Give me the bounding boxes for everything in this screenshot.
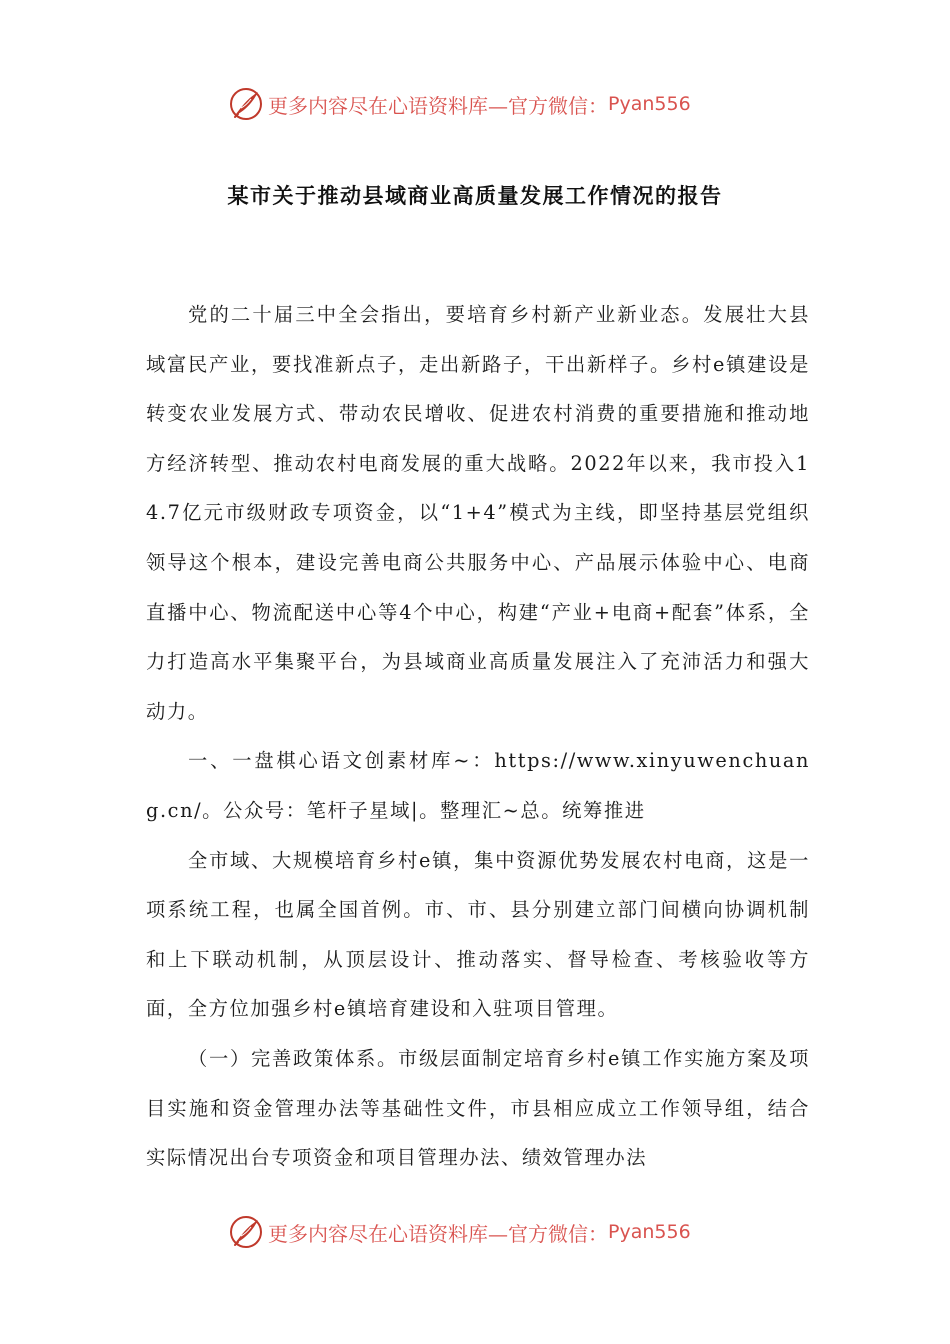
watermark-text: 更多内容尽在心语资料库—官方微信：	[268, 93, 608, 118]
watermark-wechat-id: Pyan556	[608, 1221, 691, 1243]
document-body	[146, 290, 810, 1183]
paragraph-section-heading: 一、一盘棋心语文创素材库~：https://www.xinyuwenchuang.cn/。公众号：笔杆子星域|。整理汇~总。统筹推进	[146, 749, 810, 822]
footer-watermark	[228, 1212, 691, 1252]
header-watermark	[228, 84, 691, 124]
paragraph-body: 全市域、大规模培育乡村e镇，集中资源优势发展农村电商，这是一项系统工程，也属全国首例。市、市、县分别建立部门间横向协调机制和上下联动机制，从顶层设计、推动落实、督导检查、考核验收等方面，全方位加强乡村e镇培育建设和入驻项目管理。	[146, 848, 810, 1021]
quill-pen-logo-icon	[228, 1214, 264, 1250]
document-title: 某市关于推动县域商业高质量发展工作情况的报告	[227, 184, 723, 208]
paragraph-subsection: （一）完善政策体系。市级层面制定培育乡村e镇工作实施方案及项目实施和资金管理办法等基础性文件，市县相应成立工作领导组，结合实际情况出台专项资金和项目管理办法、绩效管理办法	[146, 1046, 810, 1170]
paragraph-intro: 党的二十届三中全会指出，要培育乡村新产业新业态。发展壮大县域富民产业，要找准新点子，走出新路子，干出新样子。乡村e镇建设是转变农业发展方式、带动农民增收、促进农村消费的重要措施和推动地方经济转型、推动农村电商发展的重大战略。2022年以来，我市投入14.7亿元市级财政专项资金，以“1+4”模式为主线，即坚持基层党组织领导这个根本，建设完善电商公共服务中心、产品展示体验中心、电商直播中心、物流配送中心等4个中心，构建“产业+电商+配套”体系，全力打造高水平集聚平台，为县域商业高质量发展注入了充沛活力和强大动力。	[146, 303, 810, 723]
watermark-wechat-id: Pyan556	[608, 93, 691, 115]
watermark-text: 更多内容尽在心语资料库—官方微信：	[268, 1221, 608, 1246]
quill-pen-logo-icon	[228, 86, 264, 122]
